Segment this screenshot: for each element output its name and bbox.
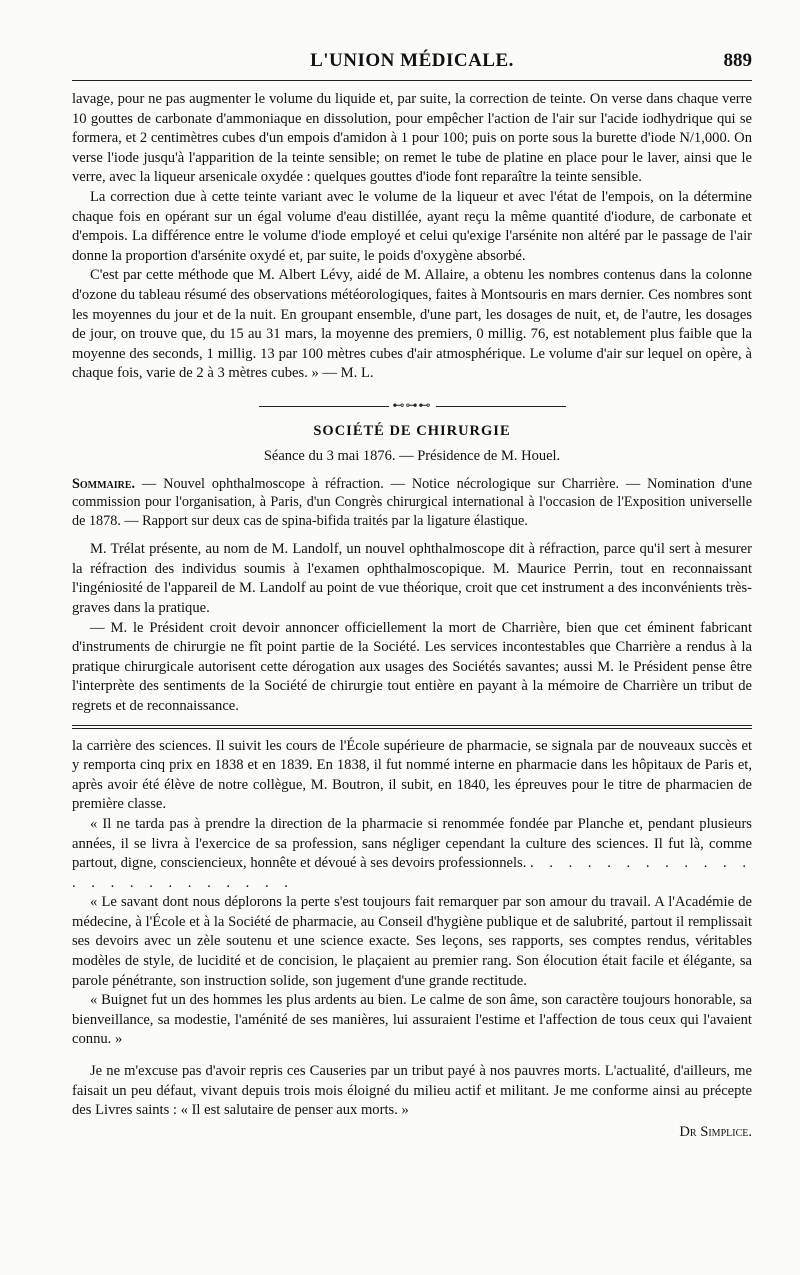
column-separator [72, 725, 752, 729]
article-body [72, 90, 752, 1142]
paragraph: Je ne m'excuse pas d'avoir repris ces Causeries par un tribut payé à nos pauvres morts. L'actualité, d'ailleurs, me faisait un peu défaut, vivant depuis trois mois éloigné du milieu actif et militant. Je me conforme ainsi au précepte des Livres saints : « Il est salutaire de penser aux morts. » [72, 1063, 752, 1119]
summary-label: Sommaire. [72, 475, 136, 492]
section-ornament: ⊷⊶⊷ [72, 396, 752, 416]
header-rule [72, 80, 752, 81]
ellipsis-dots: . . . . . . . . . . . . . . . . . . . . . . . . [72, 855, 752, 891]
session-line: Séance du 3 mai 1876. — Présidence de M. Houel. [263, 448, 561, 465]
signature: Dr Simplice. [679, 1123, 752, 1140]
quote-text: « Il ne tarda pas à prendre la direction de la pharmacie si renommée fondée par Planche et, pendant plusieurs années, il se livra à l'exercice de sa profession, sans négliger cependant la culture des sciences. Il fut là, comme partout, digne, consciencieux, honnête et dévoué à ses devoirs professionnels. [72, 815, 752, 872]
paragraph: C'est par cette méthode que M. Albert Lévy, aidé de M. Allaire, a obtenu les nombres contenus dans la colonne d'ozone du tableau résumé des observations météorologiques, faites à Montsouris en mars dernier. Ces nombres sont les moyennes du jour et de la nuit. En groupant ensemble, d'une part, les dosages de nuit, et, de l'autre, les dosages de jour, on trouve que, du 15 au 31 mars, la moyenne des premiers, 0 millig. 76, est notablement plus faible que la moyenne des seconds, 1 millig. 13 par 100 mètres cubes d'air atmosphérique. Le volume d'air sur lequel on opère, à chaque fois, varie de 2 à 3 mètres cubes. » — M. L. [72, 267, 752, 382]
summary-text: — Nouvel ophthalmoscope à réfraction. — Notice nécrologique sur Charrière. — Nomination d'une commission pour l'organisation, à Paris, d'un Congrès chirurgical international à l'occasion de l'Exposition universelle de 1878. — Rapport sur deux cas de spina-bifida traités par la ligature élastique. [72, 475, 752, 529]
paragraph: La correction due à cette teinte variant avec le volume de la liqueur et avec l'état de l'empois, on la détermine chaque fois en opérant sur un égal volume d'eau distillée, ayant reçu la même quantité d'iodure, de carbonate et d'empois. La différence entre le volume d'iode employé et celui qu'exige l'arsénite non altéré par le passage de l'air donne la proportion d'arsénite oxydé et, par suite, le poids d'oxygène absorbé. [72, 188, 752, 264]
paragraph: la carrière des sciences. Il suivit les cours de l'École supérieure de pharmacie, se signala par de nouveaux succès et y remporta cinq prix en 1838 et en 1839. En 1838, il fut nommé interne en pharmacie dans les hôpitaux de Paris et, après avoir été élève de notre collègue, M. Boutron, il subit, en 1840, les épreuves pour le titre de pharmacien de première classe. [72, 737, 752, 813]
paragraph: lavage, pour ne pas augmenter le volume du liquide et, par suite, la correction de teinte. On verse dans chaque verre 10 gouttes de carbonate d'ammoniaque en dissolution, pour empêcher l'action de l'air sur l'acide iodhydrique qui se formera, et 2 centimètres cubes d'un empois d'amidon à 1 pour 100; puis on porte sous la burette d'iode N/1,000. On verse l'iode jusqu'à l'apparition de la teinte sensible; on remet le tube de platine en place pour le laver, ainsi que le verre, avec la liqueur arsenicale oxydée : quelques gouttes d'iode font reparaître la teinte sensible. [72, 91, 752, 186]
paragraph: « Le savant dont nous déplorons la perte s'est toujours fait remarquer par son amour du travail. A l'Académie de médecine, à l'École et à la Société de pharmacie, au Conseil d'hygiène publique et de salubrité, partout il remplissait ses devoirs avec un zèle soutenu et une science exacte. Ses leçons, ses rapports, ses comptes rendus, véritables modèles de style, de lucidité et de concision, le plaçaient au premier rang. Son élocution était facile et élégante, sa parole pénétrante, son instruction solide, son jugement d'une grande rectitude. [72, 894, 752, 989]
paragraph: M. Trélat présente, au nom de M. Landolf, un nouvel ophthalmoscope dit à réfraction, parce qu'il sert à mesurer la réfraction des individus soumis à l'examen ophthalmoscopique. M. Maurice Perrin, tout en reconnaissant l'ingéniosité de l'appareil de M. Landolf au point de vue théorique, croit que cet instrument a des inconvénients très-graves dans la pratique. [72, 541, 752, 616]
page-header [72, 50, 752, 74]
paragraph [72, 815, 752, 893]
paragraph: « Buignet fut un des hommes les plus ardents au bien. Le calme de son âme, son caractère toujours honorable, sa bienveillance, sa modestie, l'aménité de ses manières, lui assuraient l'estime et l'affection de tous ceux qui l'avaient connu. » [72, 992, 752, 1048]
page-number: 889 [723, 50, 752, 71]
summary [72, 475, 752, 531]
paragraph: — M. le Président croit devoir annoncer officiellement la mort de Charrière, bien que cet éminent fabricant d'instruments de chirurgie ne fît point partie de la Société. Les services incontestables que Charrière a rendus à la pratique chirurgicale autorisent cette dérogation aux usages des Sociétés savantes; aussi M. le Président pense être l'interprète des sentiments de la Société de chirurgie tout entière en payant à la mémoire de Charrière un tribut de regrets et de reconnaissance. [72, 619, 752, 714]
journal-title: L'UNION MÉDICALE. [310, 50, 514, 71]
section-title: SOCIÉTÉ DE CHIRURGIE [313, 422, 511, 439]
